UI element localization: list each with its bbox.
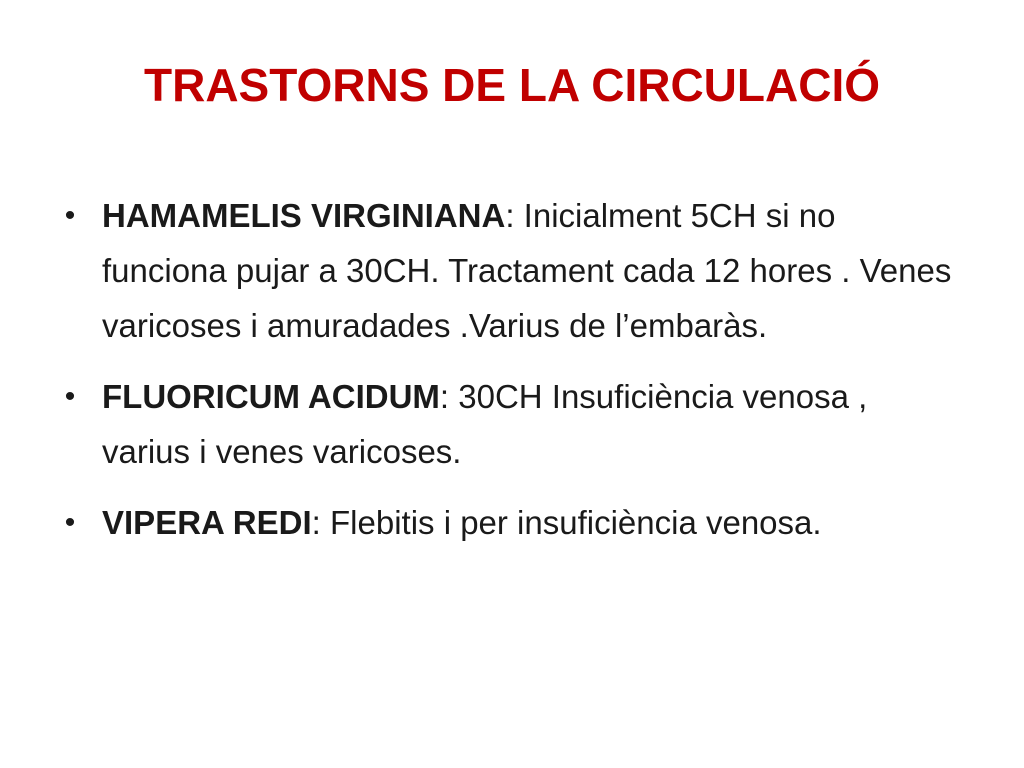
bullet-text: : 30CH Insuficiència venosa , varius i venes varicoses.	[102, 378, 868, 470]
bullet-item-vipera	[60, 495, 960, 550]
bullet-dot-icon: •	[64, 380, 76, 413]
bullet-term: VIPERA REDI	[102, 504, 312, 541]
bullet-text: : Flebitis i per insuficiència venosa.	[311, 504, 822, 541]
bullet-list	[60, 188, 960, 566]
bullet-dot-icon: •	[64, 506, 76, 539]
bullet-item-fluoricum	[60, 369, 960, 479]
bullet-item-hamamelis	[60, 188, 960, 353]
bullet-text: : Inicialment 5CH si no funciona pujar a 30CH. Tractament cada 12 hores . Venes varicoses i amuradades .Varius de l’embaràs.	[102, 197, 952, 344]
bullet-term: FLUORICUM ACIDUM	[102, 378, 440, 415]
bullet-term: HAMAMELIS VIRGINIANA	[102, 197, 506, 234]
slide-title: TRASTORNS DE LA CIRCULACIÓ	[144, 59, 880, 111]
bullet-dot-icon: •	[64, 199, 76, 232]
